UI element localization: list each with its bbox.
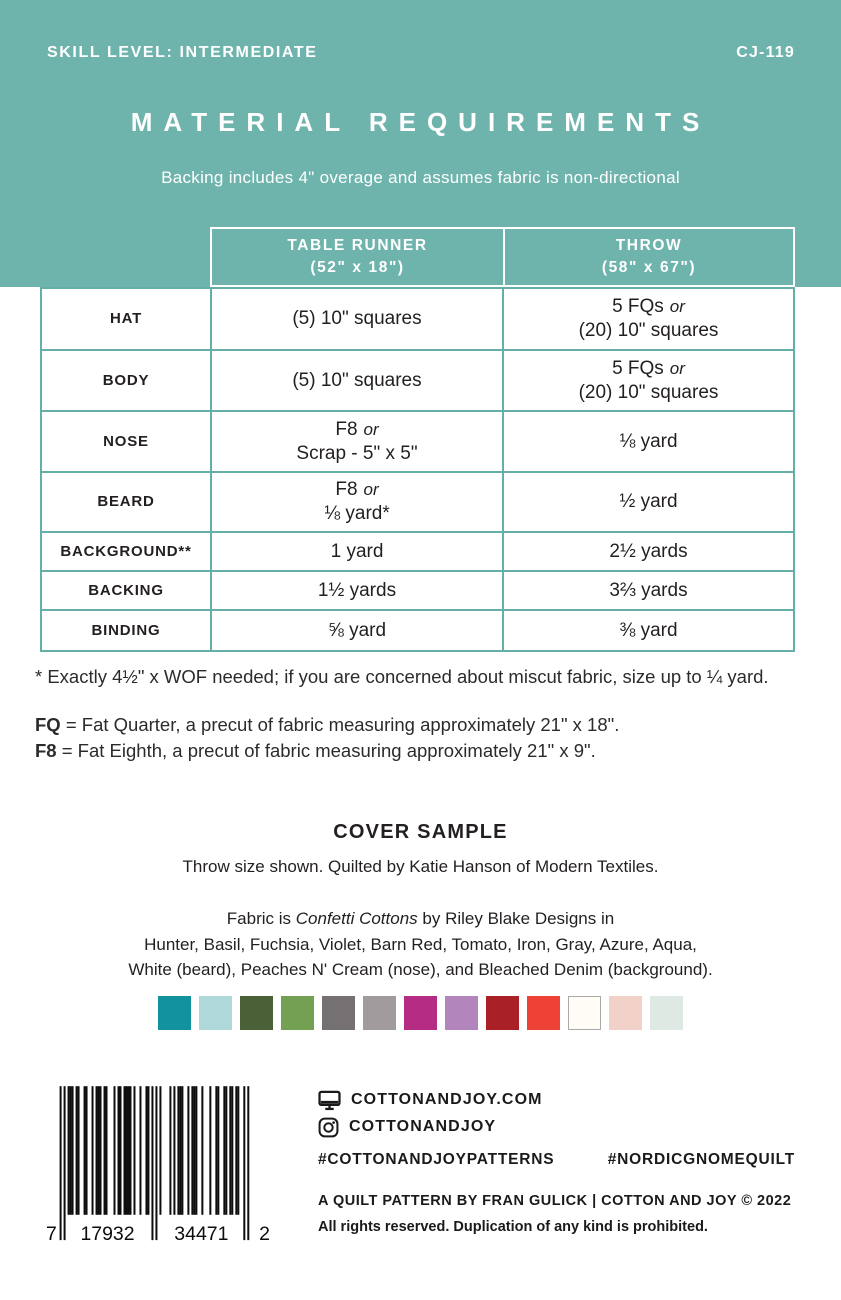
table-row (42, 611, 793, 650)
column-header-throw (503, 229, 793, 285)
cell-table-runner (210, 533, 502, 570)
cell-line: ⅛ yard* (324, 503, 390, 524)
table-row (42, 473, 793, 533)
fabric-swatch (240, 996, 273, 1030)
footnote-asterisk: * Exactly 4½" x WOF needed; if you are concerned about miscut fabric, size up to ¼ yard. (35, 666, 769, 687)
row-label: BACKING (88, 581, 164, 599)
fabric-swatch (568, 996, 601, 1030)
row-label: BODY (102, 371, 150, 389)
cell-throw (502, 611, 793, 650)
cell-throw (502, 412, 793, 471)
cell-line: 5 FQs or (612, 357, 685, 379)
cell-line: Scrap - 5" x 5" (296, 442, 418, 464)
cell-table-runner (210, 572, 502, 609)
footer-links (318, 1088, 795, 1169)
fabric-swatch (609, 996, 642, 1030)
fabric-rest: by Riley Blake Designs in (417, 909, 615, 928)
f8-term: F8 (35, 740, 57, 761)
instagram-icon (318, 1117, 339, 1138)
cell-table-runner (210, 351, 502, 410)
cell-line: (5) 10" squares (292, 369, 422, 391)
cell-table-runner (210, 412, 502, 471)
cell-line: F8 or (335, 418, 379, 440)
fq-term: FQ (35, 714, 61, 735)
row-label: BINDING (91, 621, 161, 639)
column-title: THROW (615, 236, 683, 254)
page-title: MATERIAL REQUIREMENTS (130, 107, 711, 137)
cell-line: 1½ yards (317, 579, 397, 601)
material-table-header (210, 227, 795, 287)
fabric-swatch (527, 996, 560, 1030)
row-label: NOSE (103, 432, 149, 450)
fabric-swatch (322, 996, 355, 1030)
cell-line: 2½ yards (609, 540, 688, 562)
footnotes (35, 666, 815, 764)
material-table-body (40, 287, 795, 652)
row-label: BEARD (97, 493, 155, 510)
cover-sample-heading: COVER SAMPLE (333, 821, 508, 843)
hashtag-row (318, 1151, 795, 1169)
instagram-row (318, 1115, 795, 1139)
instagram-handle: COTTONANDJOY (349, 1118, 497, 1135)
column-size: (58" x 67") (601, 259, 697, 276)
cell-line: 5 FQs or (612, 296, 685, 317)
upc-barcode (44, 1086, 270, 1257)
fabric-swatch (404, 996, 437, 1030)
fabric-swatch (650, 996, 683, 1030)
cell-line: ⅝ yard (327, 619, 387, 641)
fq-definition: = Fat Quarter, a precut of fabric measuring approximately 21" x 18". (60, 714, 620, 735)
row-label: BACKGROUND** (60, 542, 192, 560)
cell-table-runner (210, 473, 502, 531)
cell-line: F8 or (335, 479, 379, 500)
cell-table-runner (210, 611, 502, 650)
cell-line: (5) 10" squares (292, 308, 422, 329)
skill-level-label: SKILL LEVEL: INTERMEDIATE (47, 44, 318, 61)
column-size: (52" x 18") (310, 259, 405, 276)
cover-sample-section (0, 821, 841, 983)
fabric-swatch (281, 996, 314, 1030)
fabric-swatch (199, 996, 232, 1030)
table-row (42, 572, 793, 611)
table-row (42, 412, 793, 473)
cell-line: 3⅔ yards (609, 579, 688, 601)
cell-throw (502, 473, 793, 531)
f8-definition: = Fat Eighth, a precut of fabric measuring approximately 21" x 9". (56, 740, 596, 761)
svg-text:2: 2 (259, 1223, 270, 1246)
cell-line: ⅜ yard (619, 619, 678, 641)
website-row (318, 1088, 795, 1112)
table-row (42, 289, 793, 351)
pattern-code: CJ-119 (736, 44, 795, 61)
fabric-swatch-row (0, 996, 841, 1030)
footnote-f8 (35, 738, 815, 764)
cell-throw (502, 289, 793, 349)
table-row (42, 351, 793, 412)
cell-throw (502, 351, 793, 410)
column-header-table-runner (212, 229, 503, 285)
cell-line: ½ yard (619, 491, 678, 512)
cell-line: (20) 10" squares (578, 381, 719, 403)
fabric-colors-line2: White (beard), Peaches N' Cream (nose), and Bleached Denim (background). (128, 960, 713, 979)
svg-text:34471: 34471 (174, 1223, 229, 1246)
cell-throw (502, 533, 793, 570)
column-title: TABLE RUNNER (287, 236, 428, 254)
fabric-swatch (363, 996, 396, 1030)
fabric-collection-name: Confetti Cottons (295, 909, 418, 928)
fabric-colors-line1: Hunter, Basil, Fuchsia, Violet, Barn Red, Tomato, Iron, Gray, Azure, Aqua, (144, 934, 697, 954)
table-row (42, 533, 793, 572)
cell-line: (20) 10" squares (578, 320, 719, 341)
footnote-fq (35, 712, 815, 738)
fabric-swatch (158, 996, 191, 1030)
cover-sample-credit: Throw size shown. Quilted by Katie Hanson of Modern Textiles. (182, 857, 659, 876)
fabric-prefix: Fabric is (226, 909, 296, 928)
website-url: COTTONANDJOY.COM (351, 1091, 543, 1108)
page-subtitle: Backing includes 4" overage and assumes fabric is non-directional (161, 168, 680, 187)
fabric-description (0, 906, 841, 983)
hashtag-quilt: #NORDICGNOMEQUILT (607, 1151, 795, 1168)
cell-throw (502, 572, 793, 609)
svg-text:7: 7 (45, 1223, 57, 1246)
fabric-swatch (445, 996, 478, 1030)
fabric-swatch (486, 996, 519, 1030)
cell-line: 1 yard (330, 540, 384, 562)
row-label: HAT (109, 310, 143, 327)
cell-table-runner (210, 289, 502, 349)
svg-text:17932: 17932 (80, 1223, 135, 1246)
pattern-credit-line: A QUILT PATTERN BY FRAN GULICK | COTTON AND JOY © 2022 (318, 1193, 792, 1209)
cell-line: ⅛ yard (619, 430, 678, 452)
rights-reserved-line: All rights reserved. Duplication of any kind is prohibited. (318, 1219, 708, 1235)
monitor-icon (318, 1089, 341, 1112)
hashtag-patterns: #COTTONANDJOYPATTERNS (318, 1151, 555, 1168)
